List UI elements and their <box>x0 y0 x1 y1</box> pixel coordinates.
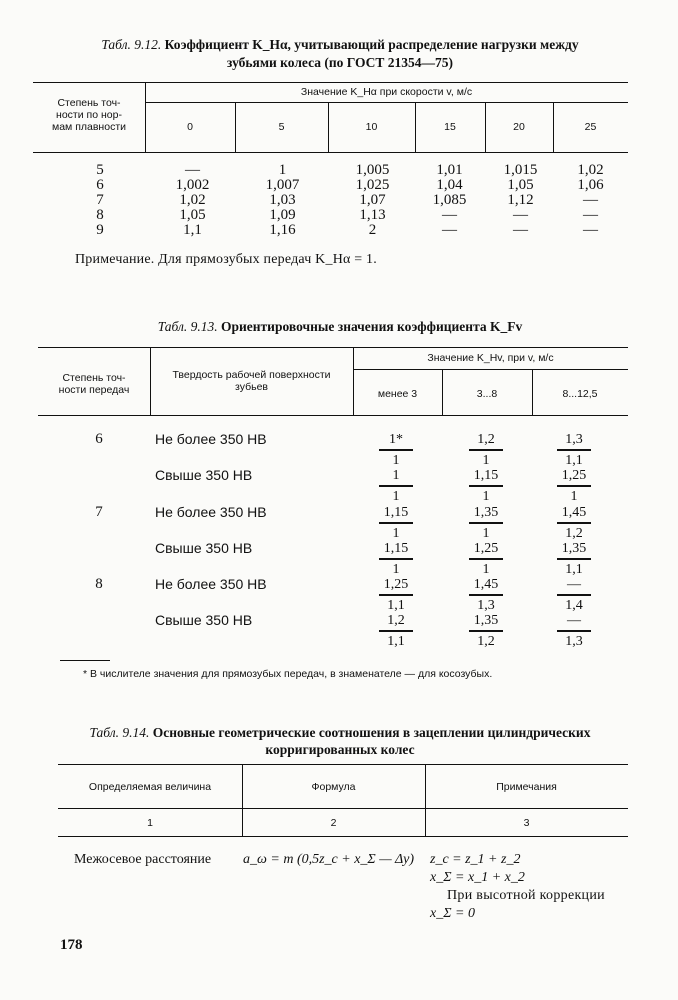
t914-caption-number: Табл. 9.14. <box>89 725 150 740</box>
t912-grade: 6 <box>96 177 104 193</box>
t913-grade: 7 <box>95 504 103 520</box>
t912-speed-header: 15 <box>444 121 456 133</box>
t912-caption-line2: зубьями колеса (по ГОСТ 21354—75) <box>226 55 454 70</box>
t912-value: 1,002 <box>175 177 210 193</box>
t912-value: 1,05 <box>507 177 534 193</box>
t913-group-rule <box>353 369 628 370</box>
t912-value: 1,01 <box>436 162 463 178</box>
t912-value: — <box>513 222 528 238</box>
t913-fraction: 1,15 1 <box>379 505 413 541</box>
t914-note: z_c = z_1 + z_2 <box>430 852 521 867</box>
t912-speed-header: 10 <box>365 121 378 133</box>
t914-col-number: 3 <box>523 817 530 829</box>
t913-speed-header: менее 3 <box>377 388 418 400</box>
t912-note: Примечание. Для прямозубых передач K_Hα = 1. <box>75 252 377 267</box>
t913-hardness: Не более 350 НВ <box>155 431 267 447</box>
t913-fraction: 1,25 1 <box>557 468 591 504</box>
t913-footnote: * В числителе значения для прямозубых передач, в знаменателе — для косозубых. <box>83 668 493 680</box>
t912-caption-number: Табл. 9.12. <box>101 37 162 52</box>
t914-header-rule <box>58 808 628 809</box>
t913-footnote-rule <box>60 660 110 661</box>
t912-value: 1,1 <box>183 222 202 238</box>
t912-value: 1,16 <box>269 222 296 238</box>
t913-fraction: 1 1 <box>379 468 413 504</box>
t913-fraction: 1,25 1,1 <box>379 577 413 613</box>
t912-value: — <box>442 207 457 223</box>
t912-value: — <box>513 207 528 223</box>
t913-fraction: 1,2 1,1 <box>379 613 413 649</box>
t913-fraction: 1,35 1 <box>469 505 503 541</box>
t912-group-rule <box>145 102 628 103</box>
t913-fraction: 1,15 1 <box>469 468 503 504</box>
t912-value: 1,05 <box>179 207 206 223</box>
t912-value: 1,04 <box>436 177 463 193</box>
t914-number-rule <box>58 836 628 837</box>
t912-speed-header: 25 <box>584 121 597 133</box>
t914-caption <box>40 724 640 742</box>
t913-speed-header: 8...12,5 <box>562 388 598 400</box>
t913-grade: 6 <box>95 431 103 447</box>
t912-value: 1,03 <box>269 192 296 208</box>
t913-fraction: 1,45 1,3 <box>469 577 503 613</box>
t912-grade: 9 <box>96 222 104 238</box>
t914-header: Определяемая величина <box>88 781 212 793</box>
t913-grade: 8 <box>95 576 103 592</box>
t914-formula: a_ω = m (0,5z_c + x_Σ — Δy) <box>243 852 415 867</box>
t912-value: — <box>442 222 457 238</box>
t914-col-number: 2 <box>330 817 337 829</box>
t912-value: — <box>583 192 598 208</box>
t913-caption-text: Ориентировочные значения коэффициента K_Fv <box>220 319 523 334</box>
t912-value: 1,025 <box>355 177 390 193</box>
t912-grade: 7 <box>96 192 104 208</box>
t913-fraction: 1,25 1 <box>469 541 503 577</box>
t912-value: — <box>583 207 598 223</box>
t912-grade: 5 <box>96 162 104 178</box>
t914-note: x_Σ = x_1 + x_2 <box>430 870 525 885</box>
t913-hardness: Свыше 350 НВ <box>155 612 253 628</box>
t913-speed-header: 3...8 <box>476 388 498 400</box>
t914-header: Примечания <box>496 781 557 793</box>
t912-header-rule <box>33 152 628 153</box>
t913-fraction: — 1,4 <box>557 577 591 613</box>
t912-value: 1,12 <box>507 192 534 208</box>
t912-value: 1,13 <box>359 207 386 223</box>
t912-caption-line1: Коэффициент K_Hα, учитывающий распределение нагрузки между <box>164 37 579 52</box>
t913-caption-number: Табл. 9.13. <box>157 319 218 334</box>
t912-value: 1,007 <box>265 177 300 193</box>
t913-hardness: Не более 350 НВ <box>155 504 267 520</box>
t913-hardness: Свыше 350 НВ <box>155 540 253 556</box>
t913-hardness: Свыше 350 НВ <box>155 467 253 483</box>
t912-value: — <box>583 222 598 238</box>
t913-hardness: Не более 350 НВ <box>155 576 267 592</box>
t913-fraction: 1,2 1 <box>469 432 503 468</box>
t913-header-rule <box>38 415 628 416</box>
t912-value: 1,06 <box>577 177 604 193</box>
t914-top-rule <box>58 764 628 765</box>
t913-caption <box>30 318 650 336</box>
t912-grade: 8 <box>96 207 104 223</box>
t913-col0-header: Степень точ- ности передач <box>58 372 130 396</box>
t914-header: Формула <box>311 781 356 793</box>
t912-value: 1,02 <box>179 192 206 208</box>
t912-col0-header: Степень точ- ности по нор- мам плавности <box>52 97 126 133</box>
page-number: 178 <box>60 937 83 953</box>
t913-col1-header: Твердость рабочей поверхности зубьев <box>172 369 331 393</box>
t912-caption <box>30 36 650 54</box>
t914-col-number: 1 <box>147 817 153 829</box>
t912-value: 1,015 <box>503 162 538 178</box>
t913-fraction: 1,3 1,1 <box>557 432 591 468</box>
t913-fraction: 1,35 1,2 <box>469 613 503 649</box>
t912-speed-header: 20 <box>513 121 525 133</box>
t913-fraction: 1,45 1,2 <box>557 505 591 541</box>
t913-group-header: Значение K_Hv, при v, м/с <box>427 352 554 364</box>
t912-group-header: Значение K_Hα при скорости v, м/с <box>300 86 473 98</box>
t912-speed-header: 0 <box>187 121 193 133</box>
t912-value: 2 <box>368 222 377 238</box>
t913-fraction: — 1,3 <box>557 613 591 649</box>
t914-note: При высотной коррекции <box>447 888 605 903</box>
t914-caption-line1: Основные геометрические соотношения в зацеплении цилиндрических <box>152 725 591 740</box>
t913-top-rule <box>38 347 628 348</box>
t912-value: — <box>185 162 200 178</box>
t914-row-name: Межосевое расстояние <box>74 852 212 867</box>
t912-value: 1,085 <box>432 192 467 208</box>
t912-value: 1,07 <box>359 192 386 208</box>
t912-value: 1 <box>278 162 287 178</box>
t912-value: 1,09 <box>269 207 296 223</box>
t912-value: 1,02 <box>577 162 604 178</box>
t912-top-rule <box>33 82 628 83</box>
t912-value: 1,005 <box>355 162 390 178</box>
t912-speed-header: 5 <box>278 121 285 133</box>
t914-note: x_Σ = 0 <box>430 906 475 921</box>
t914-caption-line2: корригированных колес <box>265 742 415 757</box>
t913-fraction: 1,15 1 <box>379 541 413 577</box>
t913-fraction: 1,35 1,1 <box>557 541 591 577</box>
t913-fraction: 1* 1 <box>379 432 413 468</box>
